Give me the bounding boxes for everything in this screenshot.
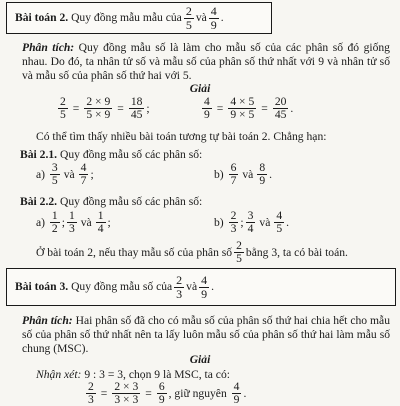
- period: .: [211, 280, 215, 294]
- period: .: [220, 11, 224, 25]
- fraction: $\frac{6}{9}$: [158, 380, 165, 406]
- equation-2: $\frac{4}{9}$ = $\frac{4 \times 5}{9 \times 5}$ = $\frac{20}{45}$ .: [204, 95, 294, 122]
- note-line: Có thể tìm thấy nhiều bài toán tương tự bài toán 2. Chẳng hạn:: [36, 130, 327, 143]
- fraction: $\frac{2}{5}$: [185, 3, 192, 32]
- analysis-text: Hai phân số đã cho có mẫu số của phân số thứ hai chia hết cho mẫu số của phân số thứ nhất nên ta lấy luôn mẫu số của phân số thứ hai làm mẫu số chung (MSC).: [22, 314, 390, 355]
- fraction: $\frac{2}{3}$: [88, 380, 94, 406]
- problem-3-box: [6, 268, 396, 306]
- fraction: $\frac{4}{9}$: [201, 272, 208, 301]
- problem-2-label: Bài toán 2.: [15, 11, 69, 25]
- analysis-label: Phân tích:: [22, 41, 75, 54]
- problem-2-box: [6, 2, 272, 34]
- exercise-2-2-b: b) $\frac{2}{3}$ ; $\frac{3}{4}$ và $\frac{4}{5}$ .: [214, 209, 290, 236]
- fraction: $\frac{4}{9}$: [204, 95, 210, 122]
- remark-line: Ở bài toán 2, nếu thay mẫu số của phân số $\frac{2}{5}$ bằng 3, ta có bài toán.: [36, 239, 348, 266]
- fraction: $\frac{8}{9}$: [259, 161, 266, 188]
- equation-1: $\frac{2}{5}$ = $\frac{2 \times 9}{5 \times 9}$ = $\frac{18}{45}$ ;: [60, 95, 150, 122]
- analysis-3: [22, 314, 390, 356]
- fraction: $\frac{6}{7}$: [230, 161, 237, 188]
- exercise-2-2-a: a) $\frac{1}{2}$ ; $\frac{1}{3}$ và $\frac{1}{4}$ ;: [36, 209, 111, 236]
- fraction: $\frac{2}{5}$: [60, 95, 66, 122]
- and-word: và: [186, 280, 198, 294]
- fraction: $\frac{3}{5}$: [51, 161, 58, 188]
- remark-nx: Nhận xét: 9 : 3 = 3, chọn 9 là MSC, ta có:: [36, 368, 230, 381]
- fraction: $\frac{1}{3}$: [68, 209, 75, 236]
- fraction: $\frac{4}{7}$: [80, 161, 87, 188]
- fraction: $\frac{20}{45}$: [274, 95, 287, 122]
- and-word: và: [195, 11, 207, 25]
- analysis-label: Phân tích:: [22, 314, 73, 327]
- fraction: $\frac{3}{4}$: [247, 209, 254, 236]
- problem-2-text: Quy đồng mẫu mẫu của: [71, 11, 182, 25]
- problem-3-text: Quy đồng mẫu số của: [71, 280, 173, 294]
- exercise-label: Bài 2.1.: [20, 148, 58, 161]
- exercise-2-2: [20, 195, 202, 209]
- exercise-text: Quy đồng mẫu số các phân số:: [59, 148, 203, 161]
- fraction: $\frac{2}{5}$: [236, 239, 242, 266]
- fraction: $\frac{4}{5}$: [276, 209, 283, 236]
- fraction: $\frac{1}{2}$: [51, 209, 58, 236]
- fraction: $\frac{18}{45}$: [130, 95, 143, 122]
- solution-heading: Giải: [189, 353, 211, 366]
- fraction: $\frac{4 \times 5}{9 \times 5}$: [230, 95, 255, 122]
- fraction: $\frac{2 \times 9}{5 \times 9}$: [86, 95, 111, 122]
- equation-3: $\frac{2}{3}$ = $\frac{2 \times 3}{3 \times 3}$ = $\frac{6}{9}$ , giữ nguyên $\frac{4}{9}$ .: [88, 380, 247, 406]
- solution-heading: Giải: [189, 82, 211, 95]
- fraction: $\frac{1}{4}$: [97, 209, 104, 236]
- exercise-label: Bài 2.2.: [20, 195, 58, 208]
- fraction: $\frac{4}{9}$: [233, 380, 240, 406]
- problem-3-label: Bài toán 3.: [15, 280, 69, 294]
- analysis-2: [22, 41, 390, 83]
- exercise-2-1-a: a) $\frac{3}{5}$ và $\frac{4}{7}$ ;: [36, 161, 94, 188]
- fraction: $\frac{2 \times 3}{3 \times 3}$: [114, 380, 139, 406]
- exercise-2-1-b: b) $\frac{6}{7}$ và $\frac{8}{9}$ .: [214, 161, 273, 188]
- fraction: $\frac{2}{3}$: [176, 272, 183, 301]
- exercise-text: Quy đồng mẫu số các phân số:: [59, 195, 203, 208]
- fraction: $\frac{4}{9}$: [210, 3, 217, 32]
- fraction: $\frac{2}{3}$: [230, 209, 237, 236]
- exercise-2-1: [20, 148, 202, 162]
- analysis-text: Quy đồng mẫu số là làm cho mẫu số của các phân số đó giống nhau. Do đó, ta nhân tử số và mẫu số của phân số thứ nhất với 9 và nhân tử số và mẫu số của phân số thứ hai với 5.: [22, 41, 390, 82]
